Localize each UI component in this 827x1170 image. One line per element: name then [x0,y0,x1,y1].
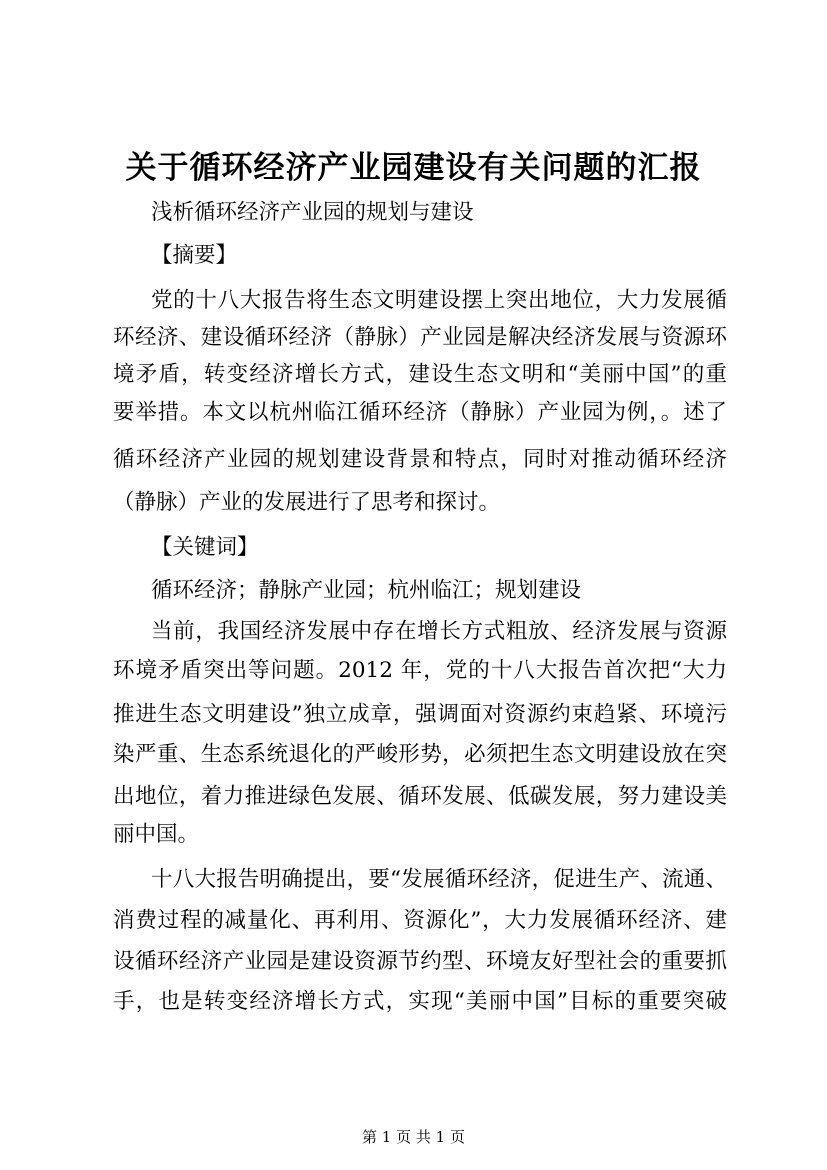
paragraph-line: 设循环经济产业园是建设资源节约型、环境友好型社会的重要抓 [113,949,727,974]
abstract-line: 环经济、建设循环经济（静脉）产业园是解决经济发展与资源环 [113,325,727,350]
keywords-text: 循环经济；静脉产业园；杭州临江；规划建设 [151,578,582,603]
paragraph-line: 环境矛盾突出等问题。2012 年，党的十八大报告首次把“大力 [113,658,727,683]
abstract-line: 党的十八大报告将生态文明建设摆上突出地位，大力发展循 [151,288,727,313]
page-footer: 第 1 页 共 1 页 [362,1128,465,1146]
abstract-line: 要举措。本文以杭州临江循环经济（静脉）产业园为例，。述了 [113,400,727,425]
keywords-heading: 【关键词】 [151,535,259,560]
paragraph-line: 出地位，着力推进绿色发展、循环发展、低碳发展，努力建设美 [113,784,727,809]
paragraph-line: 丽中国。 [113,822,200,847]
paragraph-line: 十八大报告明确提出，要“发展循环经济，促进生产、流通、 [151,867,727,892]
abstract-line: （静脉）产业的发展进行了思考和探讨。 [113,490,501,515]
abstract-line: 循环经济产业园的规划建设背景和特点，同时对推动循环经济 [113,447,727,472]
paragraph-line: 推进生态文明建设”独立成章，强调面对资源约束趋紧、环境污 [113,702,727,727]
paragraph-line: 当前，我国经济发展中存在增长方式粗放、经济发展与资源 [151,619,727,644]
paragraph-line: 手，也是转变经济增长方式，实现“美丽中国”目标的重要突破 [113,989,727,1014]
document-subtitle: 浅析循环经济产业园的规划与建设 [151,200,474,225]
abstract-line: 境矛盾，转变经济增长方式，建设生态文明和“美丽中国”的重 [113,362,727,387]
paragraph-line: 染严重、生态系统退化的严峻形势，必须把生态文明建设放在突 [113,742,727,767]
paragraph-line: 消费过程的减量化、再利用、资源化”，大力发展循环经济、建 [113,908,727,933]
abstract-heading: 【摘要】 [151,243,238,268]
document-title: 关于循环经济产业园建设有关问题的汇报 [125,150,702,186]
